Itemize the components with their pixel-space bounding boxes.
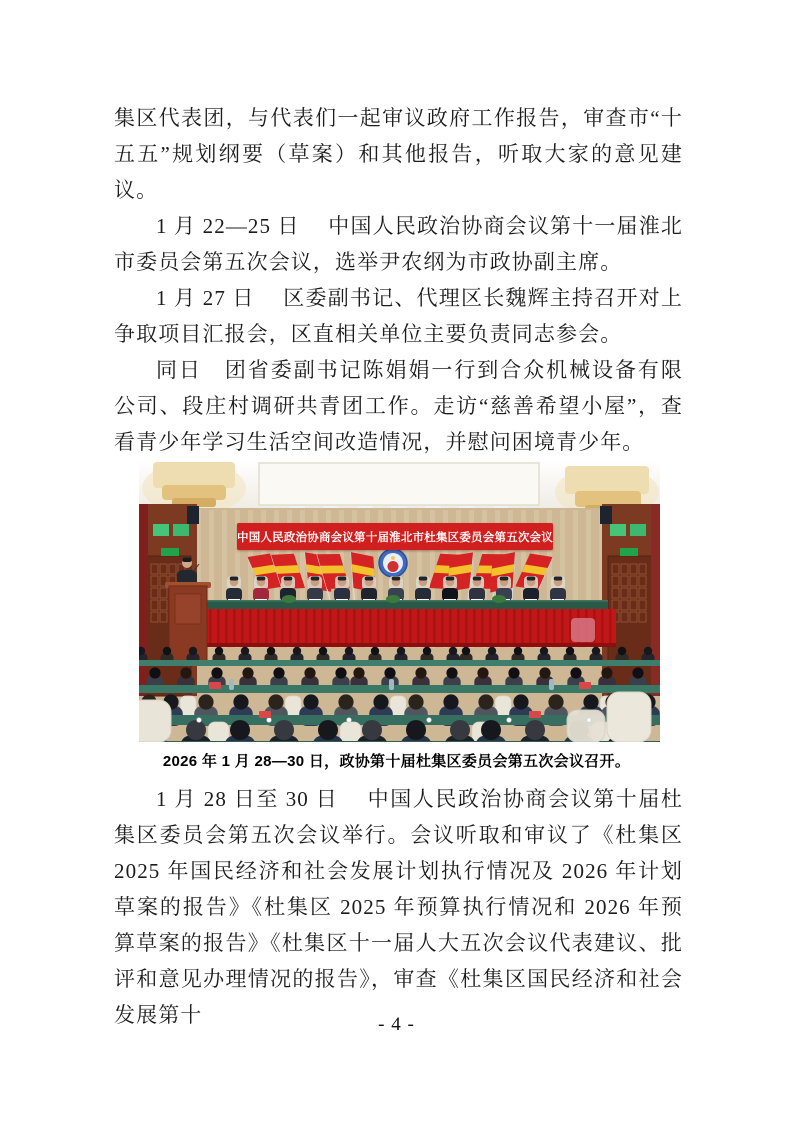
- body-text-lower: [114, 781, 683, 1033]
- page-number: - 4 -: [378, 1014, 415, 1035]
- left-screen-icon: [153, 524, 169, 536]
- right-speaker-box-icon: [600, 506, 612, 524]
- conference-photo-figure: [139, 460, 660, 742]
- left-exit-sign-icon: [161, 548, 179, 556]
- left-speaker-box-icon: [187, 506, 199, 524]
- conference-photo: [139, 460, 660, 742]
- banner-text: 中国人民政治协商会议第十届淮北市杜集区委员会第五次会议: [237, 531, 553, 544]
- right-exit-sign-icon: [620, 548, 638, 556]
- body-text-upper: [114, 100, 683, 460]
- body-paragraph: 同日 团省委副书记陈娟娟一行到合众机械设备有限公司、段庄村调研共青团工作。走访“慈善希望小屋”，查看青少年学习生活空间改造情况，并慰问困境青少年。: [114, 358, 683, 454]
- body-paragraph: 1 月 22—25 日 中国人民政治协商会议第十一届淮北市委员会第五次会议，选举尹农纲为市政协副主席。: [114, 214, 683, 274]
- left-curtain: [139, 504, 148, 696]
- right-curtain: [651, 504, 660, 696]
- photo-caption: 2026 年 1 月 28—30 日，政协第十届杜集区委员会第五次会议召开。: [162, 753, 631, 770]
- conference-photo-scene: [139, 460, 660, 742]
- right-screen-icon: [610, 524, 626, 536]
- cppcc-emblem-icon: [379, 549, 407, 577]
- rostrum-skirt-shadow: [183, 643, 616, 647]
- right-screen2-icon: [630, 524, 646, 536]
- left-screen2-icon: [173, 524, 189, 536]
- body-paragraph: 集区代表团，与代表们一起审议政府工作报告，审查市“十五五”规划纲要（草案）和其他报告，听取大家的意见建议。: [114, 106, 683, 202]
- ceiling-recessed-panel: [259, 463, 539, 505]
- body-paragraph: 1 月 28 日至 30 日 中国人民政治协商会议第十届杜集区委员会第五次会议举行。会议听取和审议了《杜集区 2025 年国民经济和社会发展计划执行情况及 2026 年计划草案的报告》《杜集区 2025 年预算执行情况和 2026 年预算草案的报告》《杜集区十一届人大五次会议代表建议、批评和意见办理情况的报告》，审查《杜集区国民经济和社会发展第十: [114, 787, 683, 1027]
- audience: [139, 647, 660, 742]
- conference-banner: [237, 523, 553, 550]
- rostrum-skirt: [183, 609, 616, 647]
- body-paragraph: 1 月 27 日 区委副书记、代理区长魏辉主持召开对上争取项目汇报会，区直相关单位主要负责同志参会。: [114, 286, 683, 346]
